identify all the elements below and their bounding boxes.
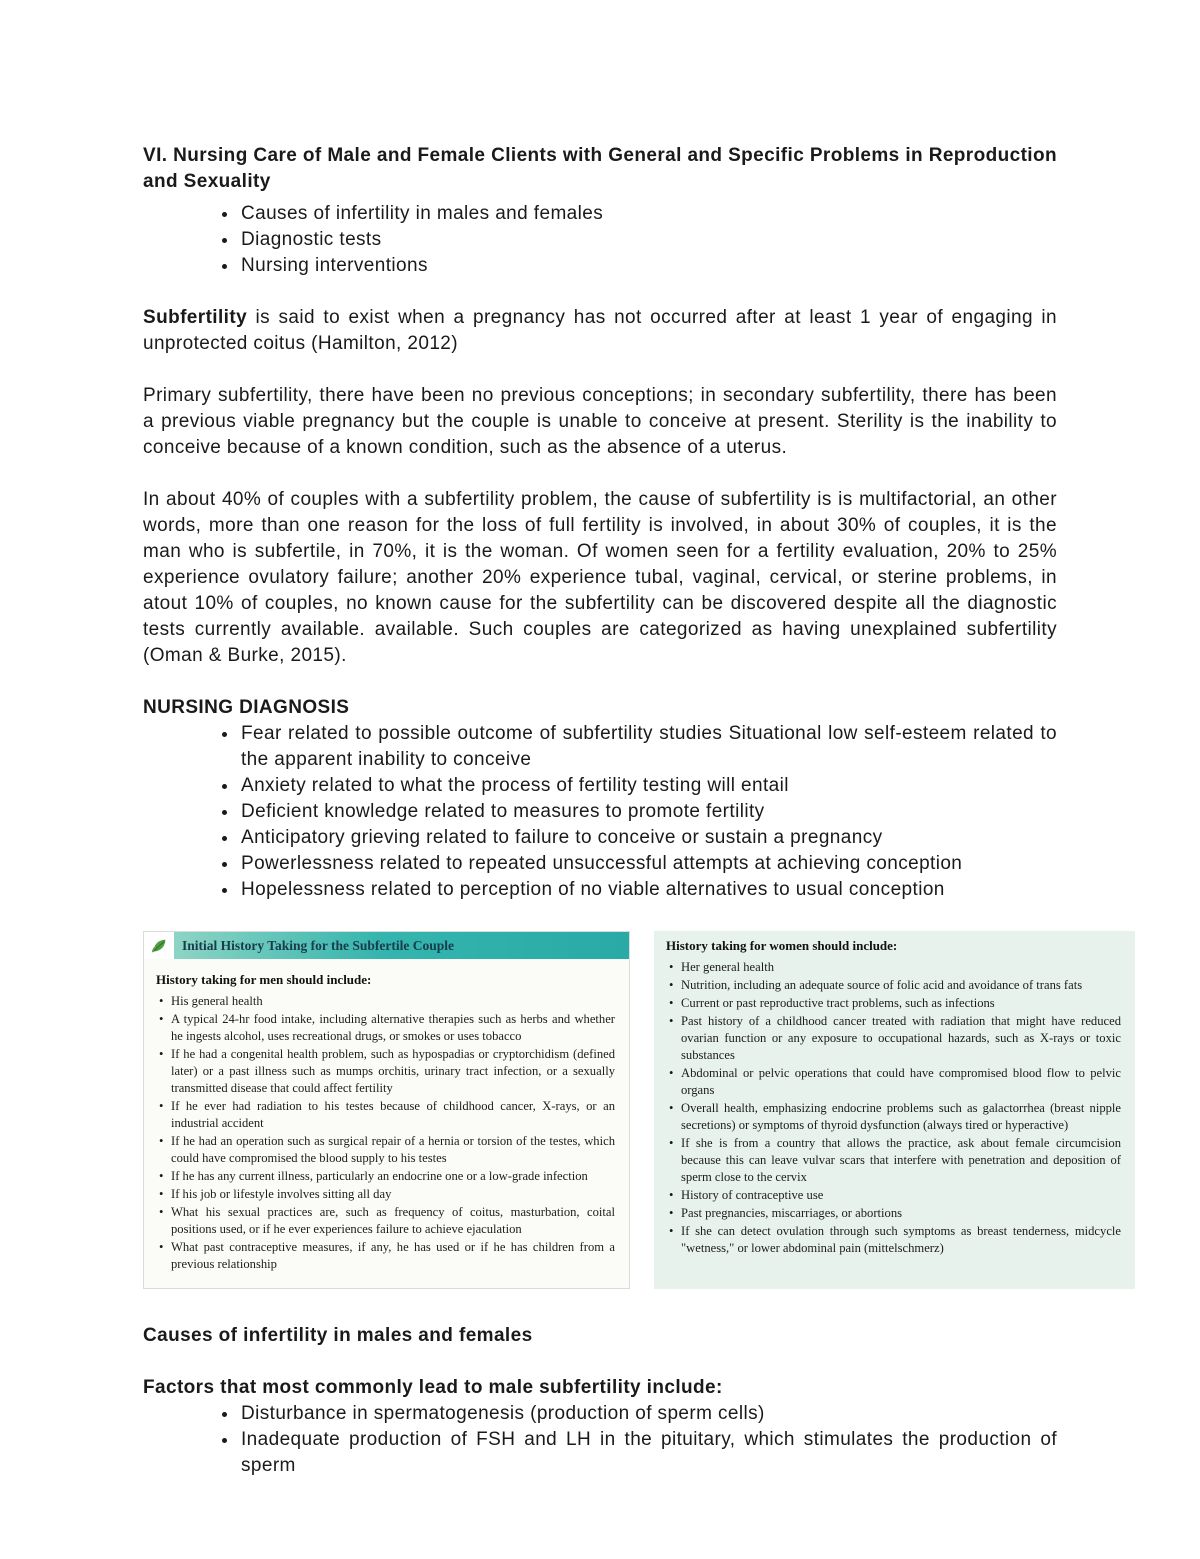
intro-list (143, 201, 1057, 279)
list-item: • Abdominal or pelvic operations that could have compromised blood flow to pelvic organs (666, 1065, 1121, 1099)
list-item: • Disturbance in spermatogenesis (production of sperm cells) (239, 1401, 1057, 1427)
heading-male-factors: Factors that most commonly lead to male subfertility include: (143, 1377, 723, 1398)
heading-causes-infertility: Causes of infertility in males and females (143, 1325, 533, 1346)
bold-term-subfertility: Subfertility (143, 307, 248, 328)
list-item: • If he has any current illness, particularly an endocrine one or a low-grade infection (156, 1168, 615, 1185)
list-item: • If he had a congenital health problem, such as hypospadias or cryptorchidism (defined later) or a past illness such as mumps orchitis, urinary tract infection, or a sexually transmitted disease that could affect fertility (156, 1046, 615, 1097)
list-item: • If she can detect ovulation through such symptoms as breast tenderness, midcycle "wetness," or lower abdominal pain (mittelschmerz) (666, 1223, 1121, 1257)
list-item: • Current or past reproductive tract problems, such as infections (666, 995, 1121, 1012)
page-title: VI. Nursing Care of Male and Female Clients with General and Specific Problems in Reproduction and Sexuality (143, 145, 1057, 192)
male-factors-list (143, 1401, 1057, 1479)
history-box-header (144, 932, 629, 959)
paragraph-primary-secondary: Primary subfertility, there have been no previous conceptions; in secondary subfertility, there has been a previous viable pregnancy but the couple is unable to conceive at present. Sterility is the inability to conceive because of a known condition, such as the absence of a uterus. (143, 385, 1057, 458)
list-item: • If she is from a country that allows the practice, ask about female circumcision because this can leave vulvar scars that interfere with penetration and deposition of sperm close to the cervix (666, 1135, 1121, 1186)
list-item: • If he ever had radiation to his testes because of childhood cancer, X-rays, or an industrial accident (156, 1098, 615, 1132)
list-item: • Powerlessness related to repeated unsuccessful attempts at achieving conception (239, 851, 1057, 877)
list-item: • A typical 24-hr food intake, including alternative therapies such as herbs and whether he ingests alcohol, uses recreational drugs, or smokes or uses tobacco (156, 1011, 615, 1045)
women-history-title: History taking for women should include: (666, 938, 898, 953)
list-item: • Anticipatory grieving related to failure to conceive or sustain a pregnancy (239, 825, 1057, 851)
list-item: • History of contraceptive use (666, 1187, 1121, 1204)
list-item: • Past history of a childhood cancer treated with radiation that might have reduced ovarian function or any exposure to occupational hazards, such as X-rays or toxic substances (666, 1013, 1121, 1064)
list-item: • Nutrition, including an adequate source of folic acid and avoidance of trans fats (666, 977, 1121, 994)
list-item: • His general health (156, 993, 615, 1010)
heading-nursing-diagnosis: NURSING DIAGNOSIS (143, 697, 350, 718)
nursing-diagnosis-list (143, 721, 1057, 903)
history-box-women (654, 931, 1135, 1289)
list-item: • Her general health (666, 959, 1121, 976)
list-item: • If he had an operation such as surgical repair of a hernia or torsion of the testes, which could have compromised the blood supply to his testes (156, 1133, 615, 1167)
men-history-title: History taking for men should include: (156, 972, 372, 987)
list-item: • Nursing interventions (239, 253, 1057, 279)
history-taking-boxes (143, 931, 1135, 1289)
history-box-men (143, 931, 630, 1289)
list-item: • Hopelessness related to perception of no viable alternatives to usual conception (239, 877, 1057, 903)
list-item: • Fear related to possible outcome of subfertility studies Situational low self-esteem related to the apparent inability to conceive (239, 721, 1057, 773)
list-item: • What past contraceptive measures, if any, he has used or if he has children from a previous relationship (156, 1239, 615, 1273)
women-history-list (666, 959, 1121, 1257)
list-item: • Anxiety related to what the process of fertility testing will entail (239, 773, 1057, 799)
leaf-icon (144, 932, 174, 959)
list-item: • Causes of infertility in males and females (239, 201, 1057, 227)
paragraph-statistics: In about 40% of couples with a subfertility problem, the cause of subfertility is is multifactorial, an other words, more than one reason for the loss of full fertility is involved, in about 30% of couples, it is the man who is subfertile, in 70%, it is the woman. Of women seen for a fertility evaluation, 20% to 25% experience ovulatory failure; another 20% experience tubal, vaginal, cervical, or sterine problems, in atout 10% of couples, no known cause for the subfertility can be discovered despite all the diagnostic tests currently available. available. Such couples are categorized as having unexplained subfertility (Oman & Burke, 2015). (143, 489, 1057, 666)
list-item: • What his sexual practices are, such as frequency of coitus, masturbation, coital positions used, or if he ever experiences failure to achieve ejaculation (156, 1204, 615, 1238)
paragraph-subfertility (143, 305, 1057, 357)
history-box-title: Initial History Taking for the Subfertile Couple (174, 932, 629, 959)
list-item: • Deficient knowledge related to measures to promote fertility (239, 799, 1057, 825)
paragraph-subfertility-text: is said to exist when a pregnancy has not occurred after at least 1 year of engaging in unprotected coitus (Hamilton, 2012) (143, 307, 1057, 354)
list-item: • Overall health, emphasizing endocrine problems such as galactorrhea (breast nipple secretions) or symptoms of thyroid dysfunction (always tired or hyperactive) (666, 1100, 1121, 1134)
list-item: • Past pregnancies, miscarriages, or abortions (666, 1205, 1121, 1222)
list-item: • Diagnostic tests (239, 227, 1057, 253)
list-item: • If his job or lifestyle involves sitting all day (156, 1186, 615, 1203)
men-history-body (144, 959, 629, 1288)
men-history-list (156, 993, 615, 1273)
list-item: • Inadequate production of FSH and LH in the pituitary, which stimulates the production of sperm (239, 1427, 1057, 1479)
